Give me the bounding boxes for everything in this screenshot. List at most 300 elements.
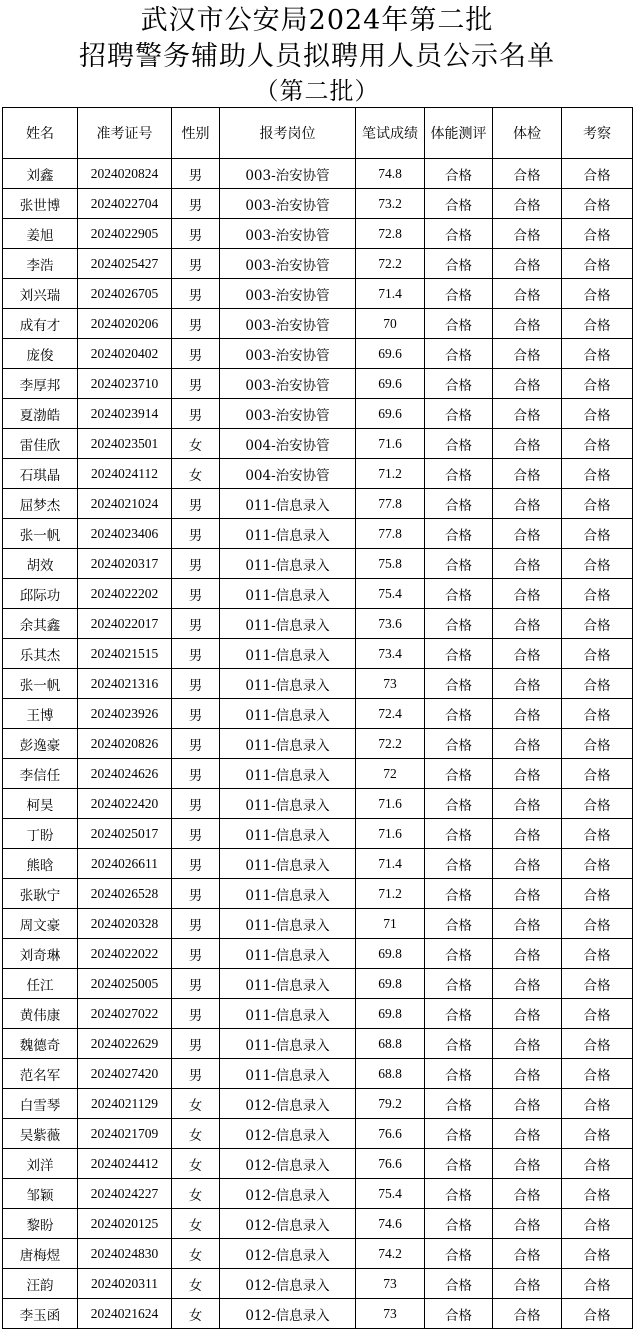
cell-inspection: 合格: [562, 729, 633, 759]
cell-medical-exam: 合格: [493, 999, 562, 1029]
cell-fitness-test: 合格: [425, 309, 493, 339]
cell-name: 黎盼: [3, 1209, 78, 1239]
cell-inspection: 合格: [562, 579, 633, 609]
cell-gender: 男: [172, 999, 220, 1029]
cell-gender: 女: [172, 459, 220, 489]
cell-gender: 女: [172, 1269, 220, 1299]
cell-inspection: 合格: [562, 1149, 633, 1179]
cell-medical-exam: 合格: [493, 519, 562, 549]
cell-medical-exam: 合格: [493, 729, 562, 759]
cell-position: 011-信息录入: [220, 759, 356, 789]
cell-gender: 男: [172, 399, 220, 429]
cell-position: 003-治安协管: [220, 309, 356, 339]
table-row: [3, 849, 633, 879]
cell-exam-id: 2024025017: [78, 819, 172, 849]
cell-medical-exam: 合格: [493, 879, 562, 909]
cell-inspection: 合格: [562, 489, 633, 519]
cell-name: 吴紫薇: [3, 1119, 78, 1149]
column-header-medical-exam: 体检: [493, 108, 562, 159]
cell-exam-id: 2024024112: [78, 459, 172, 489]
cell-medical-exam: 合格: [493, 309, 562, 339]
cell-fitness-test: 合格: [425, 459, 493, 489]
cell-inspection: 合格: [562, 909, 633, 939]
cell-medical-exam: 合格: [493, 1299, 562, 1329]
cell-fitness-test: 合格: [425, 1179, 493, 1209]
cell-exam-id: 2024026705: [78, 279, 172, 309]
cell-fitness-test: 合格: [425, 1059, 493, 1089]
cell-gender: 男: [172, 489, 220, 519]
cell-written-score: 69.8: [356, 999, 425, 1029]
cell-inspection: 合格: [562, 819, 633, 849]
cell-inspection: 合格: [562, 219, 633, 249]
cell-inspection: 合格: [562, 999, 633, 1029]
cell-fitness-test: 合格: [425, 1239, 493, 1269]
cell-name: 张耿宁: [3, 879, 78, 909]
column-header-inspection: 考察: [562, 108, 633, 159]
cell-fitness-test: 合格: [425, 1119, 493, 1149]
cell-fitness-test: 合格: [425, 759, 493, 789]
cell-fitness-test: 合格: [425, 549, 493, 579]
column-header-gender: 性别: [172, 108, 220, 159]
cell-name: 邹颖: [3, 1179, 78, 1209]
cell-fitness-test: 合格: [425, 489, 493, 519]
cell-name: 余其鑫: [3, 609, 78, 639]
cell-exam-id: 2024026528: [78, 879, 172, 909]
cell-written-score: 71.4: [356, 849, 425, 879]
cell-medical-exam: 合格: [493, 159, 562, 189]
cell-fitness-test: 合格: [425, 999, 493, 1029]
cell-position: 011-信息录入: [220, 699, 356, 729]
cell-fitness-test: 合格: [425, 1089, 493, 1119]
cell-inspection: 合格: [562, 1209, 633, 1239]
cell-written-score: 74.8: [356, 159, 425, 189]
cell-gender: 女: [172, 1299, 220, 1329]
cell-name: 姜旭: [3, 219, 78, 249]
cell-medical-exam: 合格: [493, 1089, 562, 1119]
table-row: [3, 969, 633, 999]
cell-name: 张一帆: [3, 519, 78, 549]
cell-position: 003-治安协管: [220, 189, 356, 219]
cell-written-score: 69.6: [356, 339, 425, 369]
table-row: [3, 1239, 633, 1269]
cell-medical-exam: 合格: [493, 249, 562, 279]
cell-inspection: 合格: [562, 309, 633, 339]
cell-position: 003-治安协管: [220, 219, 356, 249]
cell-exam-id: 2024024626: [78, 759, 172, 789]
cell-inspection: 合格: [562, 1239, 633, 1269]
table-row: [3, 789, 633, 819]
cell-position: 012-信息录入: [220, 1119, 356, 1149]
cell-position: 011-信息录入: [220, 999, 356, 1029]
table-row: [3, 729, 633, 759]
table-row: [3, 879, 633, 909]
cell-position: 003-治安协管: [220, 249, 356, 279]
cell-position: 011-信息录入: [220, 639, 356, 669]
table-row: [3, 669, 633, 699]
cell-inspection: 合格: [562, 699, 633, 729]
cell-gender: 男: [172, 249, 220, 279]
cell-fitness-test: 合格: [425, 249, 493, 279]
cell-medical-exam: 合格: [493, 1209, 562, 1239]
cell-fitness-test: 合格: [425, 729, 493, 759]
cell-position: 011-信息录入: [220, 1029, 356, 1059]
cell-position: 012-信息录入: [220, 1299, 356, 1329]
cell-medical-exam: 合格: [493, 279, 562, 309]
cell-position: 004-治安协管: [220, 429, 356, 459]
table-row: [3, 189, 633, 219]
cell-gender: 女: [172, 1119, 220, 1149]
cell-fitness-test: 合格: [425, 639, 493, 669]
cell-exam-id: 2024025427: [78, 249, 172, 279]
cell-name: 刘鑫: [3, 159, 78, 189]
cell-fitness-test: 合格: [425, 399, 493, 429]
cell-written-score: 68.8: [356, 1059, 425, 1089]
roster-table: [2, 107, 633, 1329]
cell-fitness-test: 合格: [425, 879, 493, 909]
column-header-fitness-test: 体能测评: [425, 108, 493, 159]
cell-exam-id: 2024021515: [78, 639, 172, 669]
cell-medical-exam: 合格: [493, 969, 562, 999]
table-row: [3, 159, 633, 189]
cell-position: 003-治安协管: [220, 279, 356, 309]
table-row: [3, 429, 633, 459]
cell-written-score: 73.2: [356, 189, 425, 219]
cell-fitness-test: 合格: [425, 849, 493, 879]
cell-position: 011-信息录入: [220, 519, 356, 549]
cell-gender: 男: [172, 519, 220, 549]
cell-position: 011-信息录入: [220, 549, 356, 579]
cell-gender: 男: [172, 939, 220, 969]
cell-position: 011-信息录入: [220, 1059, 356, 1089]
cell-name: 魏德奇: [3, 1029, 78, 1059]
table-row: [3, 549, 633, 579]
table-row: [3, 939, 633, 969]
cell-inspection: 合格: [562, 939, 633, 969]
cell-exam-id: 2024020206: [78, 309, 172, 339]
cell-gender: 男: [172, 339, 220, 369]
cell-position: 004-治安协管: [220, 459, 356, 489]
cell-position: 011-信息录入: [220, 489, 356, 519]
cell-written-score: 69.8: [356, 969, 425, 999]
cell-written-score: 73: [356, 1269, 425, 1299]
cell-fitness-test: 合格: [425, 339, 493, 369]
cell-position: 003-治安协管: [220, 159, 356, 189]
cell-fitness-test: 合格: [425, 429, 493, 459]
cell-name: 李浩: [3, 249, 78, 279]
cell-written-score: 70: [356, 309, 425, 339]
table-row: [3, 909, 633, 939]
cell-fitness-test: 合格: [425, 579, 493, 609]
cell-medical-exam: 合格: [493, 819, 562, 849]
table-row: [3, 459, 633, 489]
cell-gender: 女: [172, 429, 220, 459]
cell-medical-exam: 合格: [493, 219, 562, 249]
cell-name: 柯昊: [3, 789, 78, 819]
cell-gender: 男: [172, 369, 220, 399]
cell-fitness-test: 合格: [425, 1149, 493, 1179]
cell-fitness-test: 合格: [425, 1269, 493, 1299]
cell-name: 王博: [3, 699, 78, 729]
table-row: [3, 1299, 633, 1329]
cell-name: 胡效: [3, 549, 78, 579]
cell-medical-exam: 合格: [493, 1059, 562, 1089]
table-row: [3, 609, 633, 639]
cell-written-score: 69.8: [356, 939, 425, 969]
table-row: [3, 339, 633, 369]
table-row: [3, 219, 633, 249]
cell-written-score: 75.4: [356, 579, 425, 609]
cell-gender: 男: [172, 279, 220, 309]
cell-gender: 男: [172, 159, 220, 189]
table-row: [3, 1029, 633, 1059]
cell-position: 011-信息录入: [220, 669, 356, 699]
cell-inspection: 合格: [562, 969, 633, 999]
cell-gender: 男: [172, 309, 220, 339]
cell-exam-id: 2024022202: [78, 579, 172, 609]
cell-fitness-test: 合格: [425, 189, 493, 219]
cell-written-score: 79.2: [356, 1089, 425, 1119]
cell-inspection: 合格: [562, 1089, 633, 1119]
cell-fitness-test: 合格: [425, 609, 493, 639]
table-row: [3, 1149, 633, 1179]
cell-name: 白雪琴: [3, 1089, 78, 1119]
header-row: [3, 108, 633, 159]
cell-gender: 男: [172, 579, 220, 609]
cell-exam-id: 2024023406: [78, 519, 172, 549]
cell-written-score: 72.4: [356, 699, 425, 729]
table-row: [3, 1209, 633, 1239]
cell-written-score: 69.6: [356, 369, 425, 399]
cell-position: 011-信息录入: [220, 879, 356, 909]
table-row: [3, 639, 633, 669]
table-row: [3, 1179, 633, 1209]
cell-medical-exam: 合格: [493, 189, 562, 219]
cell-gender: 男: [172, 879, 220, 909]
cell-gender: 男: [172, 789, 220, 819]
cell-fitness-test: 合格: [425, 159, 493, 189]
cell-position: 011-信息录入: [220, 969, 356, 999]
cell-medical-exam: 合格: [493, 459, 562, 489]
cell-medical-exam: 合格: [493, 669, 562, 699]
cell-position: 011-信息录入: [220, 729, 356, 759]
cell-name: 唐梅煜: [3, 1239, 78, 1269]
cell-inspection: 合格: [562, 459, 633, 489]
cell-exam-id: 2024022905: [78, 219, 172, 249]
cell-inspection: 合格: [562, 249, 633, 279]
cell-exam-id: 2024023914: [78, 399, 172, 429]
cell-gender: 男: [172, 699, 220, 729]
cell-name: 丁盼: [3, 819, 78, 849]
cell-gender: 女: [172, 1239, 220, 1269]
cell-inspection: 合格: [562, 549, 633, 579]
cell-exam-id: 2024024830: [78, 1239, 172, 1269]
cell-position: 011-信息录入: [220, 789, 356, 819]
table-row: [3, 999, 633, 1029]
cell-inspection: 合格: [562, 1269, 633, 1299]
cell-medical-exam: 合格: [493, 759, 562, 789]
cell-medical-exam: 合格: [493, 489, 562, 519]
cell-inspection: 合格: [562, 399, 633, 429]
cell-written-score: 75.8: [356, 549, 425, 579]
cell-position: 012-信息录入: [220, 1269, 356, 1299]
cell-gender: 男: [172, 549, 220, 579]
cell-name: 成有才: [3, 309, 78, 339]
cell-gender: 男: [172, 909, 220, 939]
cell-exam-id: 2024024227: [78, 1179, 172, 1209]
cell-gender: 女: [172, 1209, 220, 1239]
cell-inspection: 合格: [562, 669, 633, 699]
cell-name: 庞俊: [3, 339, 78, 369]
cell-written-score: 71: [356, 909, 425, 939]
document-title-line-2: 招聘警务辅助人员拟聘用人员公示名单: [79, 41, 555, 72]
column-header-exam-id: 准考证号: [78, 108, 172, 159]
cell-name: 李厚邦: [3, 369, 78, 399]
cell-fitness-test: 合格: [425, 1029, 493, 1059]
cell-written-score: 69.6: [356, 399, 425, 429]
table-row: [3, 309, 633, 339]
cell-medical-exam: 合格: [493, 1179, 562, 1209]
cell-gender: 男: [172, 819, 220, 849]
document-title-batch: （第二批）: [254, 77, 380, 105]
table-row: [3, 1269, 633, 1299]
cell-fitness-test: 合格: [425, 699, 493, 729]
roster-body: [3, 159, 633, 1329]
cell-exam-id: 2024022022: [78, 939, 172, 969]
table-row: [3, 369, 633, 399]
cell-position: 003-治安协管: [220, 339, 356, 369]
cell-inspection: 合格: [562, 639, 633, 669]
cell-exam-id: 2024027420: [78, 1059, 172, 1089]
cell-name: 刘兴瑞: [3, 279, 78, 309]
table-row: [3, 1059, 633, 1089]
cell-name: 石琪晶: [3, 459, 78, 489]
cell-exam-id: 2024023926: [78, 699, 172, 729]
cell-fitness-test: 合格: [425, 369, 493, 399]
cell-medical-exam: 合格: [493, 579, 562, 609]
cell-written-score: 71.6: [356, 819, 425, 849]
cell-exam-id: 2024020328: [78, 909, 172, 939]
cell-exam-id: 2024023710: [78, 369, 172, 399]
cell-medical-exam: 合格: [493, 639, 562, 669]
cell-inspection: 合格: [562, 159, 633, 189]
cell-gender: 女: [172, 1089, 220, 1119]
cell-inspection: 合格: [562, 339, 633, 369]
cell-exam-id: 2024021129: [78, 1089, 172, 1119]
table-row: [3, 759, 633, 789]
cell-fitness-test: 合格: [425, 939, 493, 969]
cell-exam-id: 2024023501: [78, 429, 172, 459]
cell-written-score: 71.6: [356, 789, 425, 819]
cell-written-score: 73.6: [356, 609, 425, 639]
cell-position: 011-信息录入: [220, 909, 356, 939]
cell-name: 乐其杰: [3, 639, 78, 669]
cell-written-score: 73.4: [356, 639, 425, 669]
cell-name: 黄伟康: [3, 999, 78, 1029]
cell-exam-id: 2024020826: [78, 729, 172, 759]
cell-position: 012-信息录入: [220, 1149, 356, 1179]
cell-gender: 男: [172, 609, 220, 639]
column-header-position: 报考岗位: [220, 108, 356, 159]
cell-gender: 男: [172, 669, 220, 699]
cell-inspection: 合格: [562, 609, 633, 639]
cell-medical-exam: 合格: [493, 849, 562, 879]
cell-exam-id: 2024021024: [78, 489, 172, 519]
cell-name: 屈梦杰: [3, 489, 78, 519]
cell-exam-id: 2024021624: [78, 1299, 172, 1329]
cell-gender: 男: [172, 219, 220, 249]
cell-position: 012-信息录入: [220, 1179, 356, 1209]
table-row: [3, 519, 633, 549]
cell-inspection: 合格: [562, 759, 633, 789]
column-header-written-score: 笔试成绩: [356, 108, 425, 159]
cell-exam-id: 2024021709: [78, 1119, 172, 1149]
cell-name: 刘洋: [3, 1149, 78, 1179]
table-row: [3, 819, 633, 849]
cell-written-score: 73: [356, 669, 425, 699]
column-header-name: 姓名: [3, 108, 78, 159]
cell-gender: 男: [172, 759, 220, 789]
cell-written-score: 72: [356, 759, 425, 789]
cell-medical-exam: 合格: [493, 1149, 562, 1179]
cell-name: 雷佳欣: [3, 429, 78, 459]
cell-gender: 男: [172, 969, 220, 999]
cell-written-score: 73: [356, 1299, 425, 1329]
cell-fitness-test: 合格: [425, 909, 493, 939]
cell-written-score: 77.8: [356, 489, 425, 519]
cell-inspection: 合格: [562, 789, 633, 819]
cell-inspection: 合格: [562, 849, 633, 879]
cell-position: 011-信息录入: [220, 939, 356, 969]
cell-position: 011-信息录入: [220, 849, 356, 879]
cell-fitness-test: 合格: [425, 789, 493, 819]
cell-exam-id: 2024022017: [78, 609, 172, 639]
document-title-line-1: 武汉市公安局2024年第二批: [140, 5, 494, 36]
cell-written-score: 72.2: [356, 249, 425, 279]
cell-written-score: 76.6: [356, 1119, 425, 1149]
cell-fitness-test: 合格: [425, 219, 493, 249]
cell-medical-exam: 合格: [493, 939, 562, 969]
cell-gender: 男: [172, 849, 220, 879]
cell-written-score: 76.6: [356, 1149, 425, 1179]
cell-written-score: 71.6: [356, 429, 425, 459]
table-row: [3, 399, 633, 429]
cell-medical-exam: 合格: [493, 1029, 562, 1059]
cell-exam-id: 2024025005: [78, 969, 172, 999]
cell-medical-exam: 合格: [493, 339, 562, 369]
cell-gender: 女: [172, 1149, 220, 1179]
cell-medical-exam: 合格: [493, 789, 562, 819]
cell-position: 011-信息录入: [220, 609, 356, 639]
cell-exam-id: 2024020125: [78, 1209, 172, 1239]
table-row: [3, 699, 633, 729]
cell-exam-id: 2024022704: [78, 189, 172, 219]
table-row: [3, 279, 633, 309]
cell-name: 范名军: [3, 1059, 78, 1089]
cell-position: 012-信息录入: [220, 1209, 356, 1239]
cell-written-score: 68.8: [356, 1029, 425, 1059]
cell-name: 张一帆: [3, 669, 78, 699]
cell-exam-id: 2024020824: [78, 159, 172, 189]
cell-inspection: 合格: [562, 279, 633, 309]
cell-position: 012-信息录入: [220, 1089, 356, 1119]
cell-inspection: 合格: [562, 369, 633, 399]
cell-fitness-test: 合格: [425, 519, 493, 549]
cell-medical-exam: 合格: [493, 549, 562, 579]
cell-medical-exam: 合格: [493, 1239, 562, 1269]
cell-position: 011-信息录入: [220, 819, 356, 849]
cell-exam-id: 2024027022: [78, 999, 172, 1029]
cell-written-score: 77.8: [356, 519, 425, 549]
